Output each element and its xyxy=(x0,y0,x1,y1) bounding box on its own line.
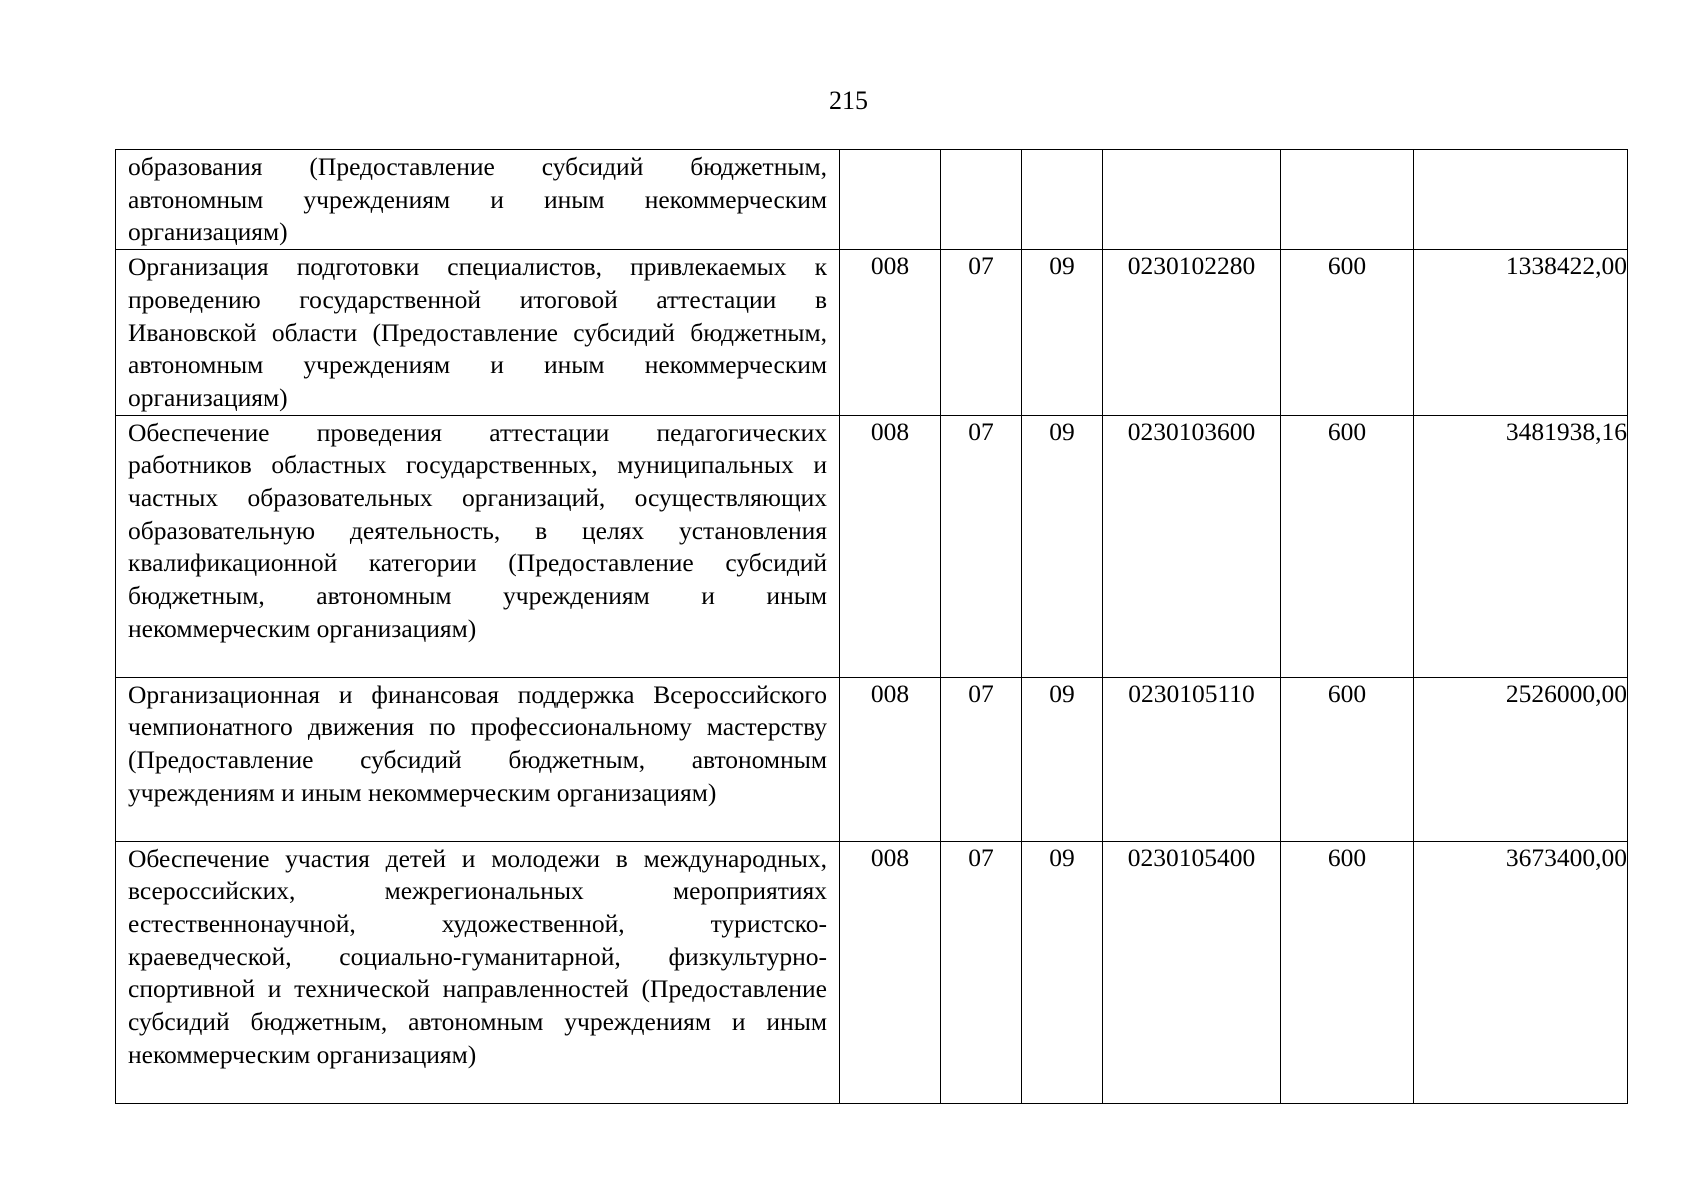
description-cell xyxy=(116,677,840,841)
section-code-cell xyxy=(941,150,1022,250)
section-code-cell: 07 xyxy=(941,841,1022,1103)
description-cell xyxy=(116,841,840,1103)
ministry-code-cell: 008 xyxy=(840,677,941,841)
table-row xyxy=(116,677,1628,841)
amount-cell: 3673400,00 xyxy=(1414,841,1628,1103)
amount-cell: 1338422,00 xyxy=(1414,250,1628,416)
subsection-code-cell: 09 xyxy=(1022,841,1103,1103)
section-code-cell: 07 xyxy=(941,250,1022,416)
ministry-code-cell: 008 xyxy=(840,250,941,416)
ministry-code-cell: 008 xyxy=(840,841,941,1103)
table-row xyxy=(116,150,1628,250)
table-row xyxy=(116,250,1628,416)
description-cell xyxy=(116,150,840,250)
target-article-cell: 0230105400 xyxy=(1103,841,1281,1103)
subsection-code-cell xyxy=(1022,150,1103,250)
target-article-cell: 0230105110 xyxy=(1103,677,1281,841)
expense-type-cell: 600 xyxy=(1281,415,1414,677)
ministry-code-cell xyxy=(840,150,941,250)
table-row xyxy=(116,415,1628,677)
expense-type-cell: 600 xyxy=(1281,677,1414,841)
description-text: Обеспечение проведения аттестации педагогических работников областных государственных, муниципальных и частных образовательных организаций, осуществляющих образовательную деятельность, в целях установления квалификационной категории (Предоставление субсидий бюджетным, автономным учреждениям и иным некоммерческим организациям) xyxy=(128,417,827,643)
page-number: 215 xyxy=(829,86,868,115)
amount-cell: 2526000,00 xyxy=(1414,677,1628,841)
description-text: образования (Предоставление субсидий бюджетным, автономным учреждениям и иным некоммерческим организациям) xyxy=(128,152,827,247)
expense-type-cell xyxy=(1281,150,1414,250)
subsection-code-cell: 09 xyxy=(1022,250,1103,416)
amount-cell: 3481938,16 xyxy=(1414,415,1628,677)
target-article-cell: 0230102280 xyxy=(1103,250,1281,416)
description-cell xyxy=(116,415,840,677)
target-article-cell xyxy=(1103,150,1281,250)
description-cell xyxy=(116,250,840,416)
expense-type-cell: 600 xyxy=(1281,841,1414,1103)
target-article-cell: 0230103600 xyxy=(1103,415,1281,677)
table-row xyxy=(116,841,1628,1103)
section-code-cell: 07 xyxy=(941,415,1022,677)
description-text: Организация подготовки специалистов, привлекаемых к проведению государственной итоговой аттестации в Ивановской области (Предоставление субсидий бюджетным, автономным учреждениям и иным некоммерческим организациям) xyxy=(128,252,827,412)
ministry-code-cell: 008 xyxy=(840,415,941,677)
section-code-cell: 07 xyxy=(941,677,1022,841)
description-text: Организационная и финансовая поддержка Всероссийского чемпионатного движения по профессиональному мастерству (Предоставление субсидий бюджетным, автономным учреждениям и иным некоммерческим организациям) xyxy=(128,679,827,807)
expense-type-cell: 600 xyxy=(1281,250,1414,416)
subsection-code-cell: 09 xyxy=(1022,677,1103,841)
amount-cell xyxy=(1414,150,1628,250)
budget-table xyxy=(115,149,1628,1104)
subsection-code-cell: 09 xyxy=(1022,415,1103,677)
description-text: Обеспечение участия детей и молодежи в международных, всероссийских, межрегиональных мероприятиях естественнонаучной, художественной, туристско-краеведческой, социально-гуманитарной, физкультурно-спортивной и технической направленностей (Предоставление субсидий бюджетным, автономным учреждениям и иным некоммерческим организациям) xyxy=(128,843,827,1069)
